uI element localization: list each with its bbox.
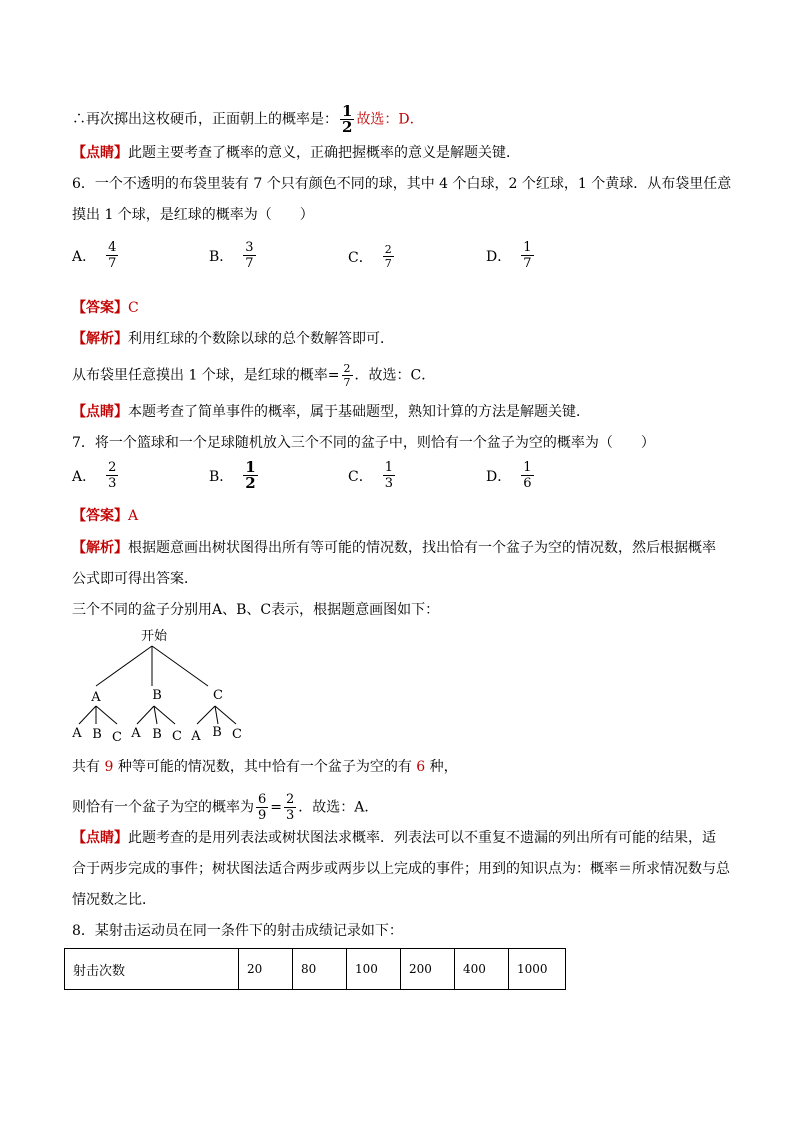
q6-answer: 【答案】C [72, 300, 139, 316]
q7-count-line: 共有 9 种等可能的情况数，其中恰有一个盆子为空的有 6 种， [72, 759, 458, 775]
q7-answer: 【答案】A [72, 508, 139, 524]
tree-node-l2: C [172, 729, 182, 744]
q8-stem: 8．某射击运动员在同一条件下的射击成绩记录如下： [72, 923, 403, 939]
q7-analysis-line1: 【解析】根据题意画出树状图得出所有等可能的情况数，找出恰有一个盆子为空的情况数，然后根据概率 [72, 540, 716, 556]
q7-stem: 7．将一个篮球和一个足球随机放入三个不同的盆子中，则恰有一个盆子为空的概率为（ ） [72, 435, 655, 451]
tree-node-l1: A [91, 690, 101, 705]
q6-option-a[interactable]: A． $\frac{4}{7}$ [72, 240, 117, 271]
tree-diagram [66, 624, 256, 746]
q7-tree-intro: 三个不同的盆子分别用A、B、C表示，根据题意画图如下： [72, 602, 440, 618]
q6-option-c[interactable]: C． $\frac{2}{7}$ [348, 243, 392, 270]
q7-note-line2: 合于两步完成的事件；树状图法适合两步或两步以上完成的事件；用到的知识点为：概率＝所求情况数与总 [72, 861, 730, 877]
tree-node-l2: A [72, 726, 82, 741]
table-cell: 100 [347, 949, 401, 990]
q7-option-b[interactable]: B． $\frac{1}{2}$ [209, 458, 256, 492]
tree-node-l1: B [152, 688, 162, 703]
q7-note-line3: 情况数之比． [72, 892, 156, 908]
tree-root: 开始 [140, 629, 168, 644]
table-row [65, 949, 566, 990]
tree-node-l2: A [131, 726, 141, 741]
tree-node-l2: B [152, 727, 162, 742]
q6-note: 【点睛】本题考查了简单事件的概率，属于基础题型，熟知计算的方法是解题关键． [72, 404, 590, 420]
q6-stem-line2: 摸出 1 个球，是红球的概率为（ ） [72, 207, 314, 223]
conclusion-line: ∴再次掷出这枚硬币，正面朝上的概率是： $\frac{1}{2}$ 故选：D． [72, 102, 424, 136]
q7-probability-line: 则恰有一个盆子为空的概率为 $\frac{6}{9}$ = $\frac{2}{3}$ ．故选：A． [72, 792, 379, 823]
table-cell: 80 [293, 949, 347, 990]
q7-option-d[interactable]: D． $\frac{1}{6}$ [486, 460, 532, 491]
q7-analysis-line2: 公式即可得出答案． [72, 571, 198, 587]
fraction: $\frac{1}{2}$ [342, 102, 353, 136]
q7-note-line1: 【点睛】此题考查的是用列表法或树状图法求概率．列表法可以不重复不遗漏的列出所有可能的结果，适 [72, 830, 716, 846]
shooting-record-table [64, 948, 566, 990]
q6-option-b[interactable]: B． $\frac{3}{7}$ [209, 240, 254, 271]
q6-option-d[interactable]: D． $\frac{1}{7}$ [486, 240, 532, 271]
q7-option-c[interactable]: C． $\frac{1}{3}$ [348, 460, 393, 491]
tree-edges [79, 646, 236, 724]
table-cell: 400 [455, 949, 509, 990]
tree-node-l2: B [212, 725, 222, 740]
note-line: 【点睛】此题主要考查了概率的意义，正确把握概率的意义是解题关键． [72, 145, 520, 161]
table-cell: 1000 [509, 949, 566, 990]
q7-option-a[interactable]: A． $\frac{2}{3}$ [72, 460, 117, 491]
table-cell: 200 [401, 949, 455, 990]
tree-node-l2: C [112, 730, 122, 745]
tree-node-l1: C [213, 688, 223, 703]
q6-analysis: 【解析】利用红球的个数除以球的总个数解答即可． [72, 331, 394, 347]
tree-node-l2: B [92, 727, 102, 742]
table-cell: 20 [239, 949, 293, 990]
tree-node-l2: C [232, 727, 242, 742]
q6-solution: 从布袋里任意摸出 1 个球，是红球的概率= $\frac{2}{7}$ ．故选：C． [72, 362, 436, 389]
tree-node-l2: A [191, 729, 201, 744]
table-header-cell: 射击次数 [65, 949, 239, 990]
q6-stem-line1: 6．一个不透明的布袋里装有 7 个只有颜色不同的球，其中 4 个白球，2 个红球，1 个黄球．从布袋里任意 [72, 176, 732, 192]
